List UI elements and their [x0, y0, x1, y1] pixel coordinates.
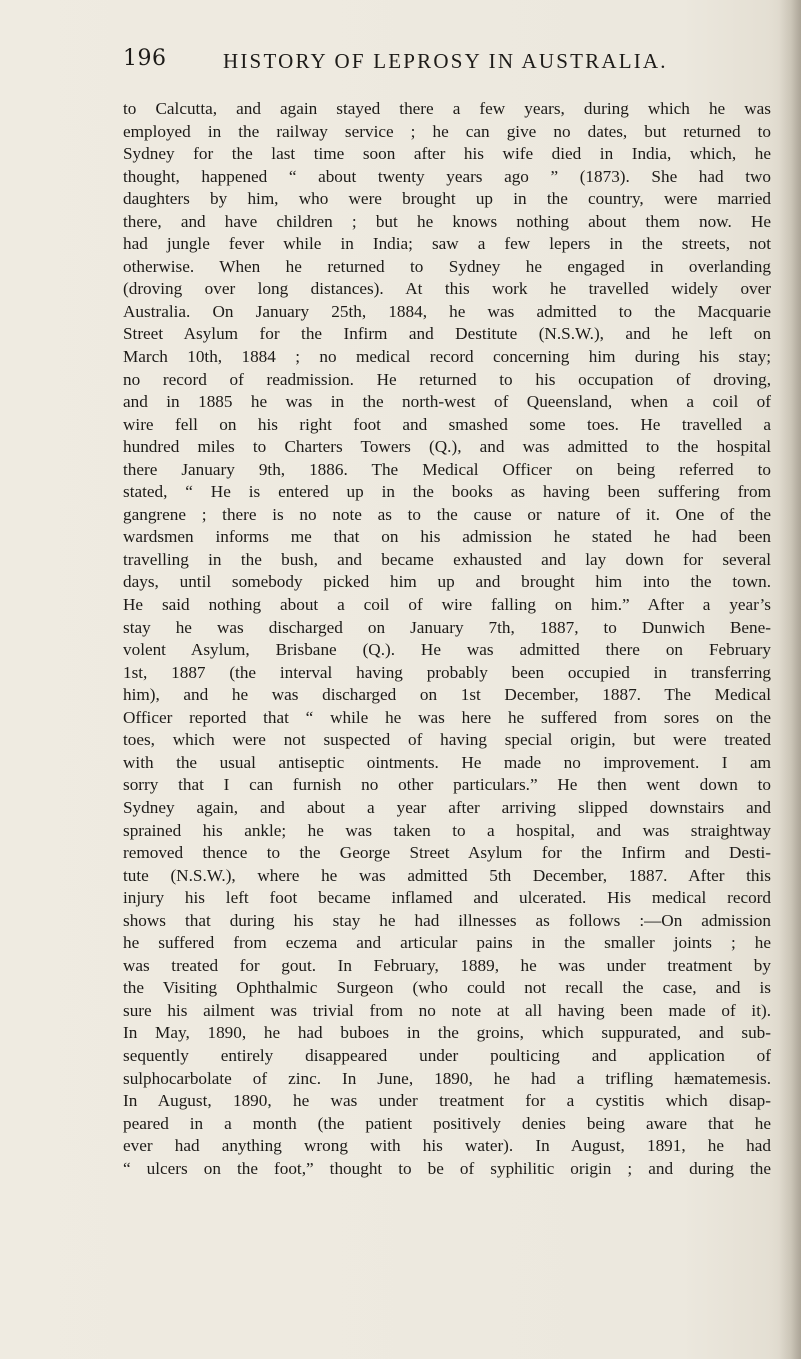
text-line: thought, happened “ about twenty years ago ” (1873). She had two — [123, 166, 771, 186]
text-line: In August, 1890, he was under treatment for a cystitis which disap- — [123, 1091, 771, 1111]
text-line: and in 1885 he was in the north-west of Queensland, when a coil of — [123, 392, 771, 412]
text-line: sure his ailment was trivial from no note at all having been made of it). — [123, 1000, 771, 1020]
text-line: had jungle fever while in India; saw a few lepers in the streets, not — [123, 234, 771, 254]
text-line: sulphocarbolate of zinc. In June, 1890, he had a trifling hæmatemesis. — [123, 1068, 771, 1088]
page-edge-shadow — [779, 0, 801, 1359]
text-line: there, and have children ; but he knows nothing about them now. He — [123, 211, 771, 231]
text-line: sorry that I can furnish no other particulars.” He then went down to — [123, 775, 771, 795]
text-line: with the usual antiseptic ointments. He made no improvement. I am — [123, 752, 771, 772]
text-line: employed in the railway service ; he can give no dates, but returned to — [123, 121, 771, 141]
text-line: ever had anything wrong with his water). In August, 1891, he had — [123, 1136, 771, 1156]
text-line: he suffered from eczema and articular pains in the smaller joints ; he — [123, 933, 771, 953]
text-line: stated, “ He is entered up in the books as having been suffering from — [123, 482, 771, 502]
text-line: travelling in the bush, and became exhausted and lay down for several — [123, 549, 771, 569]
text-line: 1st, 1887 (the interval having probably been occupied in transferring — [123, 662, 771, 682]
text-line: tute (N.S.W.), where he was admitted 5th December, 1887. After this — [123, 865, 771, 885]
text-line: to Calcutta, and again stayed there a few years, during which he was — [123, 99, 771, 118]
text-line: daughters by him, who were brought up in the country, were married — [123, 189, 771, 209]
text-line: toes, which were not suspected of having special origin, but were treated — [123, 730, 771, 750]
text-line: Street Asylum for the Infirm and Destitute (N.S.W.), and he left on — [123, 324, 771, 344]
body-paragraph — [123, 98, 771, 1180]
text-line: peared in a month (the patient positively denies being aware that he — [123, 1113, 771, 1133]
text-line: there January 9th, 1886. The Medical Officer on being referred to — [123, 459, 771, 479]
text-line: the Visiting Ophthalmic Surgeon (who could not recall the case, and is — [123, 978, 771, 998]
running-title: HISTORY OF LEPROSY IN AUSTRALIA. — [223, 49, 668, 73]
page-number: 196 — [123, 46, 167, 71]
text-line: volent Asylum, Brisbane (Q.). He was admitted there on February — [123, 640, 771, 660]
text-line: stay he was discharged on January 7th, 1887, to Dunwich Bene- — [123, 617, 771, 637]
text-line: In May, 1890, he had buboes in the groins, which suppurated, and sub- — [123, 1023, 771, 1043]
text-line: sequently entirely disappeared under poulticing and application of — [123, 1045, 771, 1065]
text-line: March 10th, 1884 ; no medical record concerning him during his stay; — [123, 347, 771, 367]
text-line: removed thence to the George Street Asylum for the Infirm and Desti- — [123, 843, 771, 863]
text-line: no record of readmission. He returned to his occupation of droving, — [123, 369, 771, 389]
text-line: otherwise. When he returned to Sydney he engaged in overlanding — [123, 256, 771, 276]
running-head — [123, 46, 801, 76]
text-line: “ ulcers on the foot,” thought to be of syphilitic origin ; and during the — [123, 1158, 771, 1178]
text-line: sprained his ankle; he was taken to a hospital, and was straightway — [123, 820, 771, 840]
text-line: him), and he was discharged on 1st December, 1887. The Medical — [123, 685, 771, 705]
text-line: Australia. On January 25th, 1884, he was admitted to the Macquarie — [123, 301, 771, 321]
text-line: gangrene ; there is no note as to the cause or nature of it. One of the — [123, 504, 771, 524]
text-line: (droving over long distances). At this work he travelled widely over — [123, 279, 771, 299]
text-line: Sydney again, and about a year after arriving slipped downstairs and — [123, 797, 771, 817]
text-line: Sydney for the last time soon after his wife died in India, which, he — [123, 144, 771, 164]
text-line: wardsmen informs me that on his admission he stated he had been — [123, 527, 771, 547]
text-line: hundred miles to Charters Towers (Q.), and was admitted to the hospital — [123, 437, 771, 457]
text-line: was treated for gout. In February, 1889, he was under treatment by — [123, 955, 771, 975]
text-line: Officer reported that “ while he was here he suffered from sores on the — [123, 707, 771, 727]
text-line: days, until somebody picked him up and brought him into the town. — [123, 572, 771, 592]
text-line: wire fell on his right foot and smashed some toes. He travelled a — [123, 414, 771, 434]
text-line: injury his left foot became inflamed and ulcerated. His medical record — [123, 888, 771, 908]
text-line: shows that during his stay he had illnesses as follows :—On admission — [123, 910, 771, 930]
text-line: He said nothing about a coil of wire falling on him.” After a year’s — [123, 595, 771, 615]
